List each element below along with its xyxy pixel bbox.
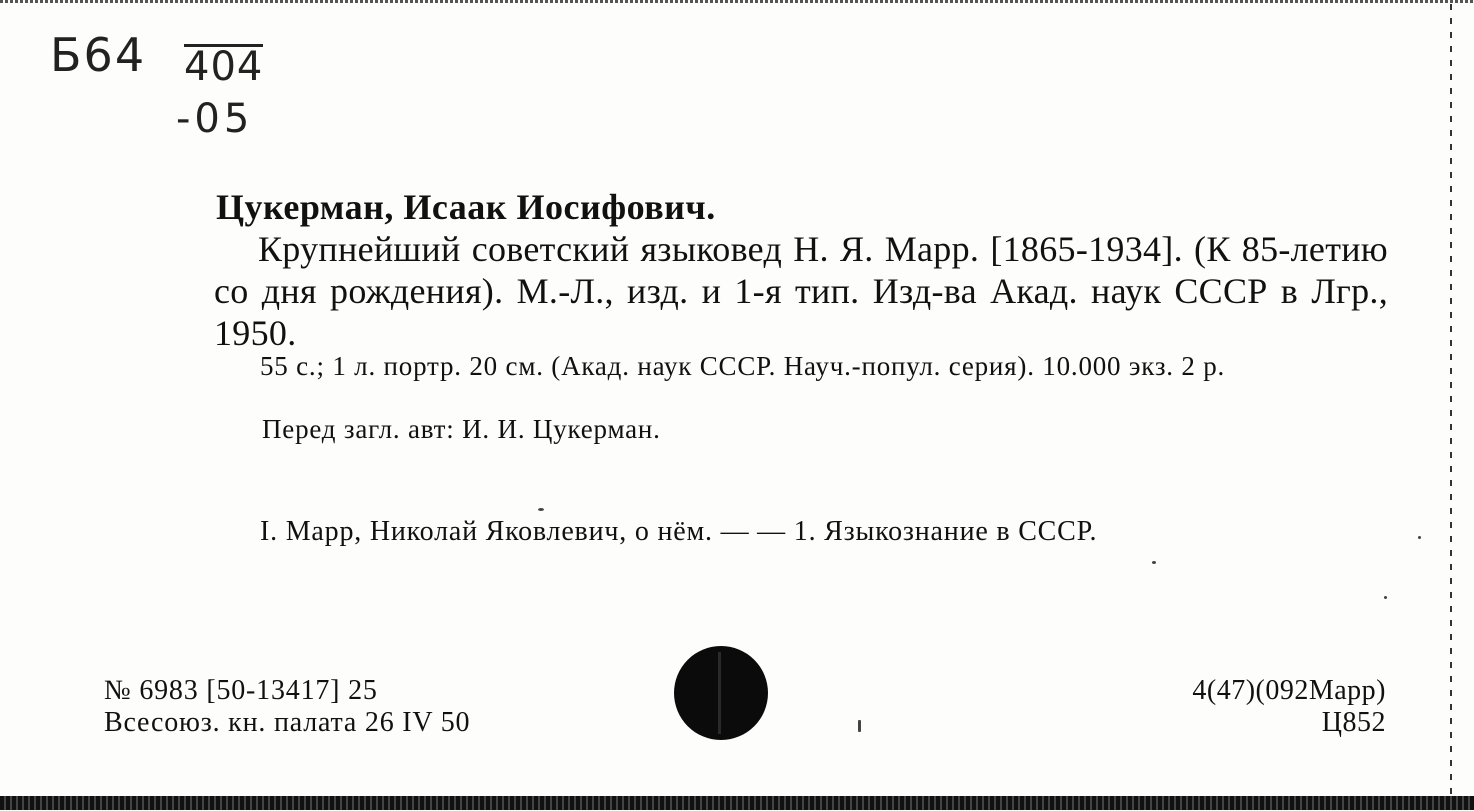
paper-speck bbox=[1384, 596, 1387, 599]
paper-speck bbox=[1152, 561, 1156, 564]
call-number-line2: 404 bbox=[184, 44, 264, 90]
author-heading: Цукерман, Исаак Иосифович. bbox=[216, 187, 716, 227]
author-note: Перед загл. авт: И. И. Цукерман. bbox=[262, 414, 661, 444]
classification-index: 4(47)(092Марр) bbox=[1192, 675, 1386, 706]
title-imprint: Крупнейший советский языковед Н. Я. Марр. [1865-1934]. (К 85-летию со дня рождения). М.-Л., изд. и 1-я тип. Изд-ва Акад. наук СССР в Лгр., 1950. bbox=[214, 229, 1388, 353]
book-chamber-stamp: Всесоюз. кн. палата 26 IV 50 bbox=[104, 707, 471, 738]
call-number-line1: Б64 bbox=[50, 28, 147, 82]
punch-hole bbox=[674, 646, 768, 740]
paper-speck bbox=[1418, 536, 1421, 539]
paper-speck bbox=[538, 508, 544, 511]
card-bottom-edge bbox=[0, 796, 1474, 810]
paper-speck bbox=[858, 720, 861, 732]
collation-series: 55 с.; 1 л. портр. 20 см. (Акад. наук СССР. Науч.-попул. серия). 10.000 экз. 2 р. bbox=[260, 351, 1226, 381]
card-top-edge bbox=[0, 0, 1474, 3]
card-right-edge bbox=[1450, 4, 1452, 794]
subject-tracings: I. Марр, Николай Яковлевич, о нём. — — 1. Языкознание в СССР. bbox=[260, 516, 1098, 547]
card-number: № 6983 [50-13417] 25 bbox=[104, 675, 378, 706]
author-mark: Ц852 bbox=[1321, 707, 1386, 738]
call-number-line3: -05 bbox=[176, 96, 254, 142]
